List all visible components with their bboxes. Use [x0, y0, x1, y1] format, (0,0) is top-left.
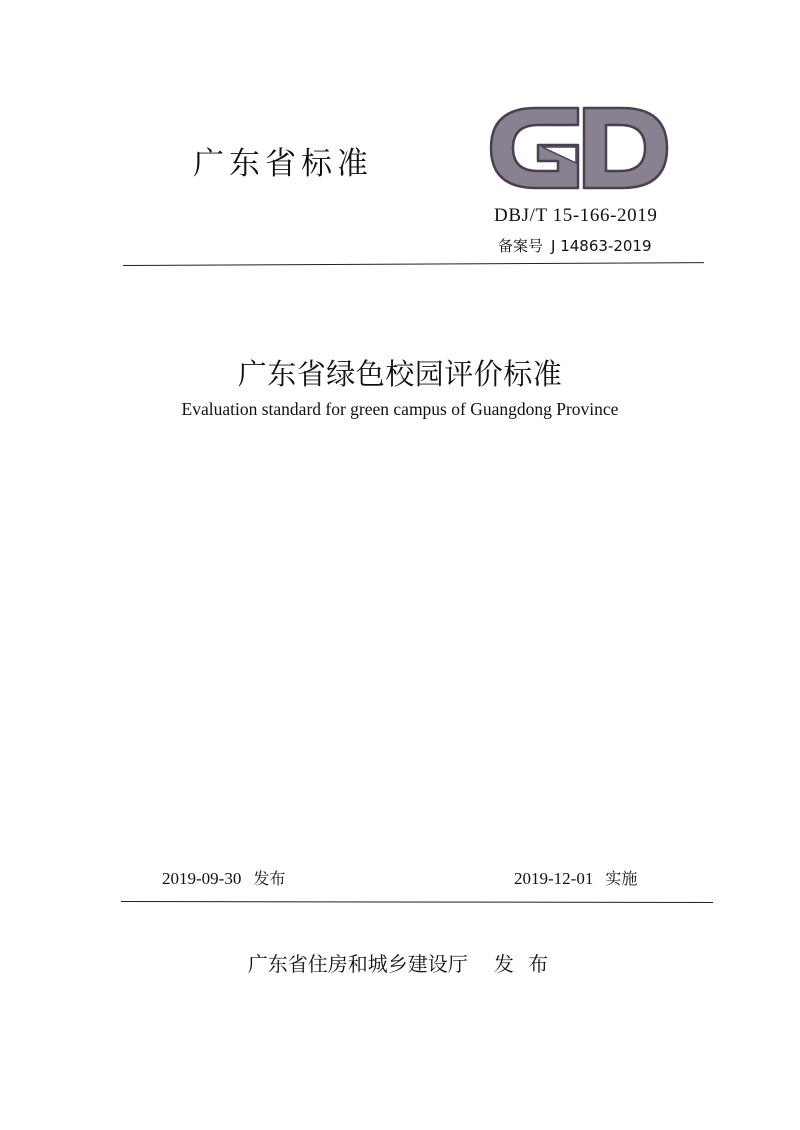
implement-date-line — [514, 866, 637, 889]
filing-record — [498, 235, 652, 256]
standard-category-label: 广东省标准 — [193, 146, 373, 182]
publisher-word: 发 布 — [493, 952, 553, 976]
issue-date: 2019-09-30 — [162, 869, 242, 888]
implement-date: 2019-12-01 — [514, 869, 594, 888]
gd-logo — [486, 103, 672, 193]
filing-label: 备案号 — [498, 237, 544, 255]
publisher-name: 广东省住房和城乡建设厅 — [247, 952, 468, 976]
filing-number: J 14863-2019 — [551, 237, 652, 255]
issue-word: 发布 — [253, 869, 286, 888]
standard-code: DBJ/T 15-166-2019 — [494, 205, 658, 226]
bottom-divider — [121, 901, 713, 903]
publisher-line — [0, 948, 800, 977]
title-english: Evaluation standard for green campus of Guangdong Province — [181, 399, 619, 419]
implement-word: 实施 — [605, 869, 638, 888]
logo-d-shape — [584, 108, 667, 188]
top-divider — [123, 262, 704, 266]
issue-date-line — [162, 866, 285, 889]
title-chinese: 广东省绿色校园评价标准 — [237, 357, 563, 391]
